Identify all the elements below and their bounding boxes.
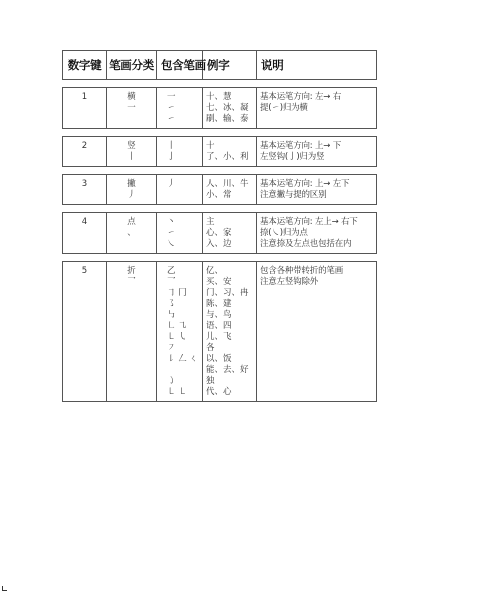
cell-stroke-category-content: [107, 88, 156, 117]
cell-included-strokes-line: 丿: [167, 179, 176, 189]
row-spacer: [63, 80, 377, 88]
cell-stroke-category-line: 一: [127, 103, 136, 113]
cell-explanation-line: 基本运笔方向: 上→ 左下: [260, 179, 350, 189]
cell-included-strokes-line: 亅: [167, 152, 176, 162]
header-number-key: 数字键: [63, 51, 107, 80]
cell-example-characters-content: [203, 88, 256, 128]
cell-stroke-category-line: 撇: [127, 179, 136, 189]
row-spacer: [63, 129, 377, 137]
cell-included-strokes-line: [167, 365, 199, 376]
cell-example-characters-line: 儿、飞: [206, 332, 232, 342]
cell-example-characters-line: 语、四: [206, 321, 232, 331]
cell-included-strokes-content: [157, 137, 202, 166]
cell-included-strokes-line: ㇇: [167, 343, 176, 353]
cell-number-key-text: 3: [81, 179, 88, 189]
cell-example-characters-content: [203, 175, 256, 204]
cell-stroke-category: [107, 175, 157, 205]
table-row: [63, 175, 377, 205]
cell-included-strokes-line: 乙: [167, 266, 176, 276]
cell-included-strokes-content: [157, 262, 202, 401]
cell-example-characters-line: 能、去、好: [206, 365, 249, 375]
cell-included-strokes: [157, 137, 203, 167]
cell-example-characters: [203, 262, 257, 402]
header-explanation: 说明: [257, 51, 377, 80]
cell-example-characters: [203, 137, 257, 167]
cell-included-strokes-line: ㇀: [167, 103, 176, 113]
cell-number-key-text: 2: [81, 141, 88, 151]
cell-included-strokes-line: ㇄ ㇄: [167, 387, 187, 397]
corner-mark: [2, 586, 7, 591]
cell-included-strokes-line: ㇀: [167, 114, 176, 124]
row-spacer-cell: [63, 254, 377, 262]
table-header-row: [63, 51, 377, 80]
cell-explanation-line: 基本运笔方向: 左→ 右: [260, 92, 341, 102]
cell-included-strokes-content: [157, 88, 202, 128]
cell-stroke-category-line: 横: [127, 92, 136, 102]
cell-number-key: [63, 213, 107, 254]
cell-included-strokes-line: ㇀: [167, 228, 176, 238]
cell-explanation-content: [257, 175, 376, 204]
cell-included-strokes-content: [157, 175, 202, 193]
cell-example-characters-line: 刷、输、泰: [206, 114, 249, 124]
cell-number-key: [63, 175, 107, 205]
header-stroke-category: 笔画分类: [107, 51, 157, 80]
cell-stroke-category-line: 竖: [127, 141, 136, 151]
cell-included-strokes-line: 丶: [167, 217, 176, 227]
cell-example-characters-line: 与、鸟: [206, 310, 232, 320]
cell-explanation-line: 注意捺及左点也包括在内: [260, 239, 352, 249]
cell-example-characters-line: 十、慧: [206, 92, 232, 102]
cell-example-characters-content: [203, 262, 256, 401]
cell-stroke-category-content: [107, 175, 156, 204]
cell-example-characters-line: 各: [206, 343, 215, 353]
cell-explanation-line: 基本运笔方向: 上→ 下: [260, 141, 341, 151]
cell-number-key: [63, 262, 107, 402]
cell-included-strokes-line: ㇆ 冂: [167, 288, 187, 298]
row-spacer-cell: [63, 167, 377, 175]
cell-included-strokes: [157, 262, 203, 402]
table-body: [63, 80, 377, 402]
table-row: [63, 262, 377, 402]
cell-example-characters-line: 十: [206, 141, 215, 151]
cell-stroke-category: [107, 88, 157, 129]
cell-number-key: [63, 88, 107, 129]
cell-example-characters-line: 心、家: [206, 228, 232, 238]
row-spacer: [63, 205, 377, 213]
cell-included-strokes-line: ㇏: [167, 239, 176, 249]
cell-example-characters-line: 入、边: [206, 239, 232, 249]
cell-number-key-text: 5: [81, 266, 88, 276]
cell-example-characters-line: 了、小、利: [206, 152, 249, 162]
cell-included-strokes: [157, 213, 203, 254]
cell-number-key-content: [63, 88, 106, 106]
row-spacer-cell: [63, 205, 377, 213]
row-spacer: [63, 254, 377, 262]
row-spacer-cell: [63, 129, 377, 137]
cell-stroke-category-line: 、: [127, 228, 136, 238]
table-row: [63, 137, 377, 167]
cell-explanation-line: 包含各种带转折的笔画: [260, 266, 344, 276]
cell-included-strokes-line: ㇄ ㇂: [167, 332, 187, 342]
cell-explanation-line: 注意撇与提的区别: [260, 190, 327, 200]
cell-explanation-line: 左竖钩(亅)归为竖: [260, 152, 325, 162]
row-spacer: [63, 167, 377, 175]
table-row: [63, 88, 377, 129]
cell-example-characters-line: 代、心: [206, 387, 232, 397]
cell-example-characters-line: 亿、: [206, 266, 224, 276]
row-spacer-cell: [63, 80, 377, 88]
cell-explanation: [257, 137, 377, 167]
cell-example-characters-line: 独: [206, 376, 215, 386]
header-included-strokes: 包含笔画: [157, 51, 203, 80]
cell-included-strokes-line: ㇙ 𠃋 ㄑ: [167, 354, 198, 364]
cell-included-strokes: [157, 175, 203, 205]
cell-number-key-text: 4: [81, 217, 88, 227]
cell-number-key-content: [63, 262, 106, 280]
cell-example-characters-line: 买、安: [206, 277, 232, 287]
cell-stroke-category: [107, 213, 157, 254]
cell-stroke-category-content: [107, 213, 156, 242]
cell-explanation-content: [257, 88, 376, 117]
stroke-classification-table: [62, 50, 377, 402]
cell-explanation: [257, 175, 377, 205]
cell-stroke-category-line: 丿: [127, 190, 136, 200]
cell-number-key-content: [63, 137, 106, 155]
cell-stroke-category-line: 乛: [127, 277, 136, 287]
cell-explanation-line: 捺(㇏)归为点: [260, 228, 308, 238]
cell-example-characters-line: 人、川、牛: [206, 179, 249, 189]
cell-explanation: [257, 262, 377, 402]
cell-stroke-category-content: [107, 137, 156, 166]
cell-explanation: [257, 88, 377, 129]
cell-stroke-category-line: 点: [127, 217, 136, 227]
cell-explanation-line: 提(㇀)归为横: [260, 103, 308, 113]
header-example-characters: 例字: [203, 51, 257, 80]
cell-example-characters-line: 主: [206, 217, 215, 227]
cell-example-characters: [203, 175, 257, 205]
cell-included-strokes-line: ㇁: [167, 376, 176, 386]
cell-explanation: [257, 213, 377, 254]
cell-explanation-line: 注意左竖钩除外: [260, 277, 319, 287]
cell-included-strokes-line: ㇌: [167, 299, 176, 309]
cell-example-characters: [203, 213, 257, 254]
cell-included-strokes-line: 乛: [167, 277, 176, 287]
table-row: [63, 213, 377, 254]
cell-included-strokes: [157, 88, 203, 129]
cell-included-strokes-line: ㇗ ㇈: [167, 321, 187, 331]
cell-number-key-content: [63, 175, 106, 193]
cell-example-characters-line: 陈、建: [206, 299, 232, 309]
cell-included-strokes-content: [157, 213, 202, 253]
cell-included-strokes-line: 一: [167, 92, 176, 102]
cell-stroke-category-line: 折: [127, 266, 136, 276]
cell-number-key-content: [63, 213, 106, 231]
cell-explanation-content: [257, 213, 376, 253]
cell-stroke-category-content: [107, 262, 156, 291]
cell-stroke-category-line: 丨: [127, 152, 136, 162]
cell-example-characters-line: 小、常: [206, 190, 232, 200]
cell-example-characters-line: 以、饭: [206, 354, 232, 364]
cell-explanation-content: [257, 137, 376, 166]
cell-example-characters-line: 七、冰、凝: [206, 103, 249, 113]
cell-number-key: [63, 137, 107, 167]
cell-example-characters-content: [203, 213, 256, 253]
cell-number-key-text: 1: [81, 92, 88, 102]
cell-example-characters-content: [203, 137, 256, 166]
cell-explanation-content: [257, 262, 376, 291]
cell-included-strokes-line: 丨: [167, 141, 176, 151]
cell-explanation-line: 基本运笔方向: 左上→ 右下: [260, 217, 358, 227]
cell-example-characters: [203, 88, 257, 129]
cell-example-characters-line: 门、习、冉: [206, 288, 249, 298]
cell-included-strokes-line: ㇉: [167, 310, 176, 320]
cell-stroke-category: [107, 262, 157, 402]
cell-stroke-category: [107, 137, 157, 167]
